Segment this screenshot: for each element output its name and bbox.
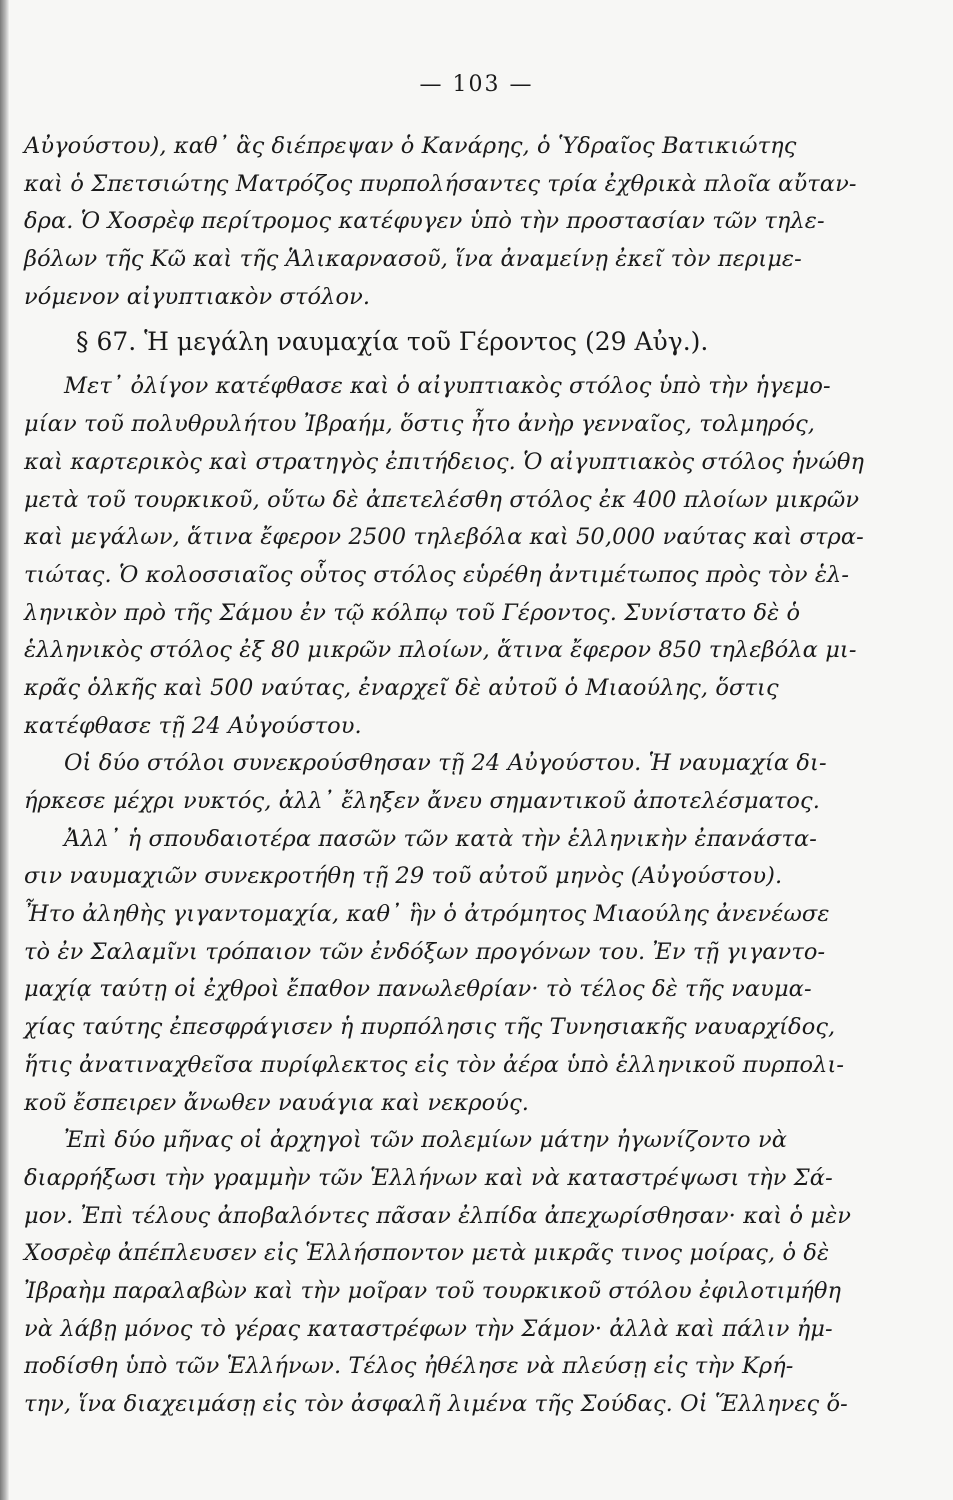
text-line: χίας ταύτης ἐπεσφράγισεν ἡ πυρπόλησις τῆς Τυνησιακῆς ναυαρχίδος, <box>24 1014 836 1041</box>
body-text <box>24 128 865 1424</box>
section-heading: § 67. Ἡ μεγάλη ναυμαχία τοῦ Γέροντος (29 Αὐγ.). <box>76 327 709 357</box>
text-line: Ἐπὶ δύο μῆνας οἱ ἀρχηγοὶ τῶν πολεμίων μάτην ἠγωνίζοντο νὰ <box>64 1127 788 1154</box>
text-line: νόμενον αἰγυπτιακὸν στόλον. <box>24 283 371 310</box>
text-line: κοῦ ἔσπειρεν ἄνωθεν ναυάγια καὶ νεκρούς. <box>24 1089 530 1116</box>
binding-edge <box>0 0 9 1500</box>
text-line: νὰ λάβῃ μόνος τὸ γέρας καταστρέφων τὴν Σάμον· ἀλλὰ καὶ πάλιν ἠμ- <box>24 1315 833 1342</box>
text-line: καὶ καρτερικὸς καὶ στρατηγὸς ἐπιτήδειος. Ὁ αἰγυπτιακὸς στόλος ἡνώθη <box>24 448 865 475</box>
text-line: ληνικὸν πρὸ τῆς Σάμου ἐν τῷ κόλπῳ τοῦ Γέροντος. Συνίστατο δὲ ὁ <box>24 599 801 626</box>
text-line: κατέφθασε τῇ 24 Αὐγούστου. <box>24 712 362 739</box>
text-line: Ἀλλ᾽ ἡ σπουδαιοτέρα πασῶν τῶν κατὰ τὴν ἑλληνικὴν ἐπανάστα- <box>64 825 817 852</box>
text-line: καὶ μεγάλων, ἅτινα ἔφερον 2500 τηλεβόλα καὶ 50,000 ναύτας καὶ στρα- <box>24 524 864 551</box>
text-line: βόλων τῆς Κῶ καὶ τῆς Ἁλικαρνασοῦ, ἵνα ἀναμείνῃ ἐκεῖ τὸν περιμε- <box>24 246 802 273</box>
text-line: ποδίσθη ὑπὸ τῶν Ἑλλήνων. Τέλος ἠθέλησε νὰ πλεύσῃ εἰς τὴν Κρή- <box>24 1353 794 1380</box>
text-line: τιώτας. Ὁ κολοσσιαῖος οὗτος στόλος εὑρέθη ἀντιμέτωπος πρὸς τὸν ἑλ- <box>24 561 850 588</box>
text-line: μον. Ἐπὶ τέλους ἀποβαλόντες πᾶσαν ἐλπίδα ἀπεχωρίσθησαν· καὶ ὁ μὲν <box>24 1202 852 1229</box>
text-line: μίαν τοῦ πολυθρυλήτου Ἰβραήμ, ὅστις ἦτο ἀνὴρ γενναῖος, τολμηρός, <box>24 411 816 438</box>
text-line: την, ἵνα διαχειμάσῃ εἰς τὸν ἀσφαλῆ λιμένα τῆς Σούδας. Οἱ Ἕλληνες ὅ- <box>24 1391 848 1417</box>
text-line: κρᾶς ὁλκῆς καὶ 500 ναύτας, ἐναρχεῖ δὲ αὐτοῦ ὁ Μιαούλης, ὅστις <box>24 674 779 701</box>
text-line: Χοσρὲφ ἀπέπλευσεν εἰς Ἑλλήσποντον μετὰ μικρᾶς τινος μοίρας, ὁ δὲ <box>24 1240 830 1267</box>
text-line: Αὐγούστου), καθ᾽ ἃς διέπρεψαν ὁ Κανάρης, ὁ Ὑδραῖος Βατικιώτης <box>24 133 797 159</box>
text-line: δρα. Ὁ Χοσρὲφ περίτρομος κατέφυγεν ὑπὸ τὴν προστασίαν τῶν τηλε- <box>24 208 825 235</box>
text-line: Μετ᾽ ὀλίγον κατέφθασε καὶ ὁ αἰγυπτιακὸς στόλος ὑπὸ τὴν ἡγεμο- <box>64 373 831 400</box>
page-number: — 103 — <box>419 72 534 97</box>
text-line: τὸ ἐν Σαλαμῖνι τρόπαιον τῶν ἐνδόξων προγόνων του. Ἐν τῇ γιγαντο- <box>24 938 826 965</box>
text-line: μαχίᾳ ταύτῃ οἱ ἐχθροὶ ἔπαθον πανωλεθρίαν· τὸ τέλος δὲ τῆς ναυμα- <box>24 976 812 1003</box>
text-line: Οἱ δύο στόλοι συνεκρούσθησαν τῇ 24 Αὐγούστου. Ἡ ναυμαχία δι- <box>64 750 827 777</box>
text-line: καὶ ὁ Σπετσιώτης Ματρόζος πυρπολήσαντες τρία ἐχθρικὰ πλοῖα αὔταν- <box>24 170 857 197</box>
text-line: Ἦτο ἀληθὴς γιγαντομαχία, καθ᾽ ἣν ὁ ἀτρόμητος Μιαούλης ἀνενέωσε <box>24 901 830 928</box>
text-line: ήρκεσε μέχρι νυκτός, ἀλλ᾽ ἔληξεν ἄνευ σημαντικοῦ ἀποτελέσματος. <box>24 788 821 814</box>
text-line: σιν ναυμαχιῶν συνεκροτήθη τῇ 29 τοῦ αὐτοῦ μηνὸς (Αὐγούστου). <box>24 863 783 890</box>
text-line: ἥτις ἀνατιναχθεῖσα πυρίφλεκτος εἰς τὸν ἀέρα ὑπὸ ἑλληνικοῦ πυρπολι- <box>24 1051 845 1078</box>
text-line: ἑλληνικὸς στόλος ἐξ 80 μικρῶν πλοίων, ἅτινα ἔφερον 850 τηλεβόλα μι- <box>24 637 857 664</box>
text-line: διαρρήξωσι τὴν γραμμὴν τῶν Ἑλλήνων καὶ νὰ καταστρέψωσι τὴν Σά- <box>24 1164 833 1191</box>
text-line: μετὰ τοῦ τουρκικοῦ, οὕτω δὲ ἀπετελέσθη στόλος ἐκ 400 πλοίων μικρῶν <box>24 486 860 513</box>
text-line: Ἰβραὴμ παραλαβὼν καὶ τὴν μοῖραν τοῦ τουρκικοῦ στόλου ἐφιλοτιμήθη <box>24 1277 842 1304</box>
